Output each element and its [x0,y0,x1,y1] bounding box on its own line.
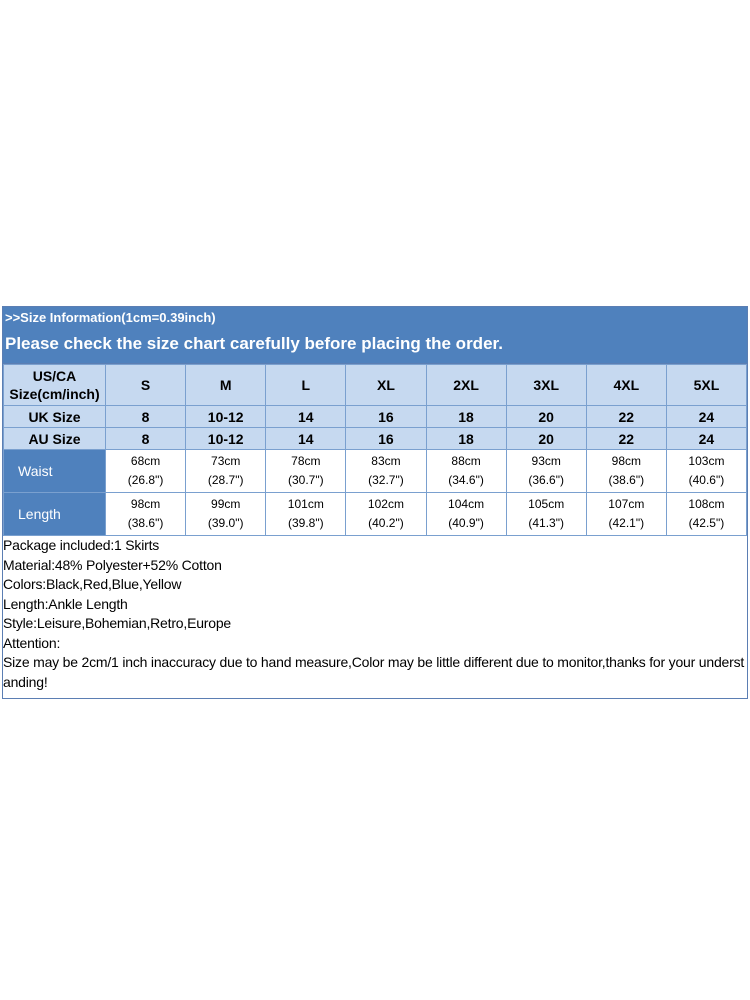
length-inch: (40.9") [448,516,484,530]
uk-size-label: UK Size [4,406,106,428]
package-line: Package included:1 Skirts [3,537,160,553]
au-size-cell: 14 [266,428,346,450]
size-cell: 2XL [426,365,506,406]
waist-cell [346,450,426,493]
length-cm: 101cm [287,497,324,511]
colors-line: Colors:Black,Red,Blue,Yellow [3,576,182,592]
waist-cm: 93cm [531,454,561,468]
length-label: Length [4,493,106,536]
waist-inch: (36.6") [528,473,564,487]
uk-size-cell: 22 [586,406,666,428]
length-cm: 98cm [130,497,161,511]
us-label-line2: Size(cm/inch) [9,386,100,402]
au-size-cell: 22 [586,428,666,450]
us-size-row [4,365,747,406]
au-size-row [4,428,747,450]
waist-cell [186,450,266,493]
style-line: Style:Leisure,Bohemian,Retro,Europe [3,615,232,631]
uk-size-cell: 20 [506,406,586,428]
length-cell [346,493,426,536]
product-info [3,536,747,698]
uk-size-cell: 14 [266,406,346,428]
length-cell [186,493,266,536]
size-info-title: >>Size Information(1cm=0.39inch) [5,310,216,325]
uk-size-cell: 24 [666,406,746,428]
uk-size-cell: 10-12 [186,406,266,428]
size-cell: 4XL [586,365,666,406]
waist-inch: (26.8") [127,473,164,487]
waist-cell [506,450,586,493]
length-line: Length:Ankle Length [3,595,128,612]
waist-cm: 73cm [211,454,241,468]
au-size-cell: 18 [426,428,506,450]
length-inch: (42.1") [608,516,645,530]
length-inch: (41.3") [528,516,564,530]
waist-cm: 98cm [611,454,641,468]
waist-cell [106,450,186,493]
size-cell: M [186,365,266,406]
size-cell: S [106,365,186,406]
au-size-cell: 20 [506,428,586,450]
waist-label: Waist [4,450,106,493]
size-table [3,364,747,536]
us-size-label [4,365,106,406]
uk-size-cell: 8 [106,406,186,428]
length-inch: (40.2") [368,516,404,530]
material-line: Material:48% Polyester+52% Cotton [3,556,222,573]
length-inch: (38.6") [127,516,164,530]
au-size-label: AU Size [4,428,106,450]
uk-size-row [4,406,747,428]
length-cell [266,493,346,536]
waist-inch: (32.7") [368,473,404,487]
au-size-cell: 8 [106,428,186,450]
length-cm: 104cm [448,497,485,511]
waist-cell [266,450,346,493]
waist-inch: (28.7") [207,473,244,487]
waist-cm: 68cm [130,454,161,468]
waist-inch: (34.6") [448,473,484,487]
length-cell [586,493,666,536]
size-cell: XL [346,365,426,406]
note-line: Size may be 2cm/1 inch inaccuracy due to hand measure,Color may be little different due to monitor,thanks for your understanding! [3,654,745,690]
length-inch: (39.0") [207,516,244,530]
waist-inch: (30.7") [288,473,324,487]
waist-inch: (40.6") [688,473,725,487]
length-cm: 105cm [528,497,565,511]
waist-cell [426,450,506,493]
length-row [4,493,747,536]
size-cell: L [266,365,346,406]
waist-cm: 103cm [688,454,725,468]
uk-size-cell: 18 [426,406,506,428]
size-chart [2,306,748,699]
waist-cell [586,450,666,493]
au-size-cell: 24 [666,428,746,450]
length-cm: 102cm [367,497,404,511]
size-cell: 5XL [666,365,746,406]
length-cm: 107cm [608,497,645,511]
length-cell [666,493,746,536]
waist-cm: 83cm [371,454,401,468]
length-cell [506,493,586,536]
length-cm: 99cm [211,497,241,511]
us-label-line1: US/CA [32,368,77,384]
length-cell [106,493,186,536]
uk-size-cell: 16 [346,406,426,428]
length-cell [426,493,506,536]
length-inch: (39.8") [288,516,324,530]
waist-inch: (38.6") [608,473,645,487]
waist-cm: 88cm [451,454,481,468]
au-size-cell: 10-12 [186,428,266,450]
attention-line: Attention: [3,634,61,651]
size-info-subtitle: Please check the size chart carefully before placing the order. [3,329,747,364]
size-cell: 3XL [506,365,586,406]
length-cm: 108cm [688,497,725,511]
au-size-cell: 16 [346,428,426,450]
waist-row [4,450,747,493]
waist-cm: 78cm [291,454,321,468]
waist-cell [666,450,746,493]
size-info-banner [3,307,747,364]
length-inch: (42.5") [688,516,725,530]
